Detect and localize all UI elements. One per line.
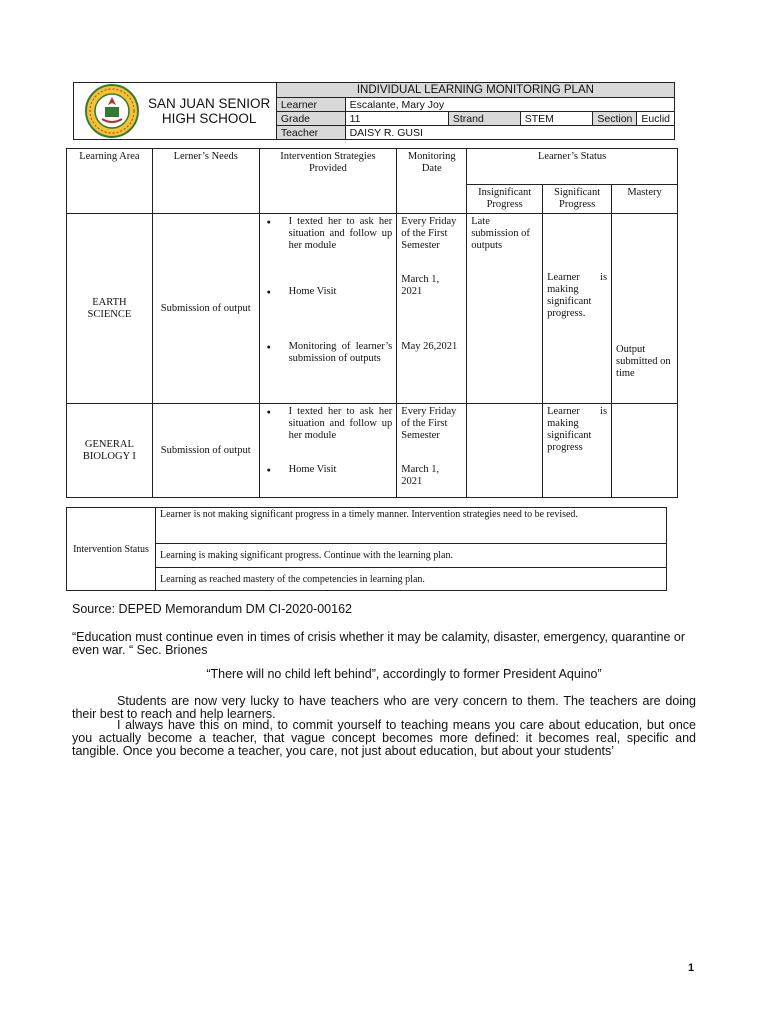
grade-value-text: 11 <box>349 112 361 125</box>
mastery-general-biology <box>612 404 678 498</box>
teacher-label: Teacher <box>276 126 345 140</box>
dates-earth-science <box>397 214 467 404</box>
significant-earth-science: Learner is making significant progress. <box>543 214 612 404</box>
header-table <box>73 82 675 140</box>
header-learning-area: Learning Area <box>67 149 153 214</box>
strand-value: STEM <box>520 112 593 125</box>
learner-value: Escalante, Mary Joy <box>345 98 674 112</box>
header-needs: Lerner’s Needs <box>152 149 259 214</box>
plan-title: INDIVIDUAL LEARNING MONITORING PLAN <box>276 83 674 98</box>
table-row-earth-science <box>67 214 678 404</box>
strategy-text: ● I texted her to ask her situation and follow up her module <box>264 406 393 442</box>
strategy-home-visit: ● Home Visit <box>264 286 393 298</box>
insignificant-earth-science: Late submission of outputs <box>467 214 543 404</box>
grade-label: Grade <box>276 112 345 126</box>
date-every-friday: Every Friday of the First Semester <box>401 216 457 251</box>
monitoring-table <box>66 148 678 498</box>
intervention-row-revise: Learner is not making significant progress in a timely manner. Intervention strategies need to be revised. <box>156 508 667 544</box>
strategies-earth-science <box>259 214 397 404</box>
intervention-status-label: Intervention Status <box>67 508 156 591</box>
page-number: 1 <box>688 962 695 974</box>
need-earth-science: Submission of output <box>152 214 259 404</box>
area-earth-science: EARTH SCIENCE <box>67 214 153 404</box>
header-strategies: Intervention Strategies Provided <box>259 149 397 214</box>
intervention-row-mastery: Learning as reached mastery of the competencies in learning plan. <box>156 568 667 591</box>
strategies-general-biology <box>259 404 397 498</box>
dates-general-biology <box>397 404 467 498</box>
grade-value <box>345 112 448 126</box>
quote-aquino: “There will no child left behind”, accordingly to former President Aquino” <box>206 667 602 681</box>
strategy-text: ● I texted her to ask her situation and follow up her module <box>264 216 393 252</box>
table-row-general-biology <box>67 404 678 498</box>
header-learner-status: Learner’s Status <box>467 149 678 185</box>
learner-label: Learner <box>276 98 345 112</box>
need-general-biology: Submission of output <box>152 404 259 498</box>
date-march-1: March 1, 2021 <box>401 274 440 297</box>
date-march-1: March 1, 2021 <box>401 464 440 487</box>
paragraph-teachers: Students are now very lucky to have teachers who are very concern to them. The teachers are doing their best to reach and help learners. <box>72 694 696 721</box>
date-every-friday: Every Friday of the First Semester <box>401 406 457 441</box>
date-may-26: May 26,2021 <box>401 341 458 352</box>
mastery-earth-science: Output submitted on time <box>612 214 678 404</box>
school-logo-icon <box>82 83 142 139</box>
header-mastery: Mastery <box>612 185 678 214</box>
header-significant: Significant Progress <box>543 185 612 214</box>
area-general-biology: GENERAL BIOLOGY I <box>67 404 153 498</box>
insignificant-general-biology <box>467 404 543 498</box>
strategy-monitoring: ● Monitoring of learner’s submission of outputs <box>264 341 393 365</box>
strategy-home-visit: ● Home Visit <box>264 464 393 476</box>
school-name-line1: SAN JUAN SENIOR <box>148 96 271 111</box>
strand-label: Strand <box>449 112 520 125</box>
section-label: Section <box>593 112 637 125</box>
strand-section-cell <box>448 112 637 126</box>
intervention-status-table <box>66 507 667 591</box>
teacher-value: DAISY R. GUSI <box>345 126 674 140</box>
school-name-line2: HIGH SCHOOL <box>161 111 257 126</box>
paragraph-commitment: I always have this on mind, to commit yourself to teaching means you care about education, but once you actually become a teacher, that vague concept becomes more defined: it becomes real, specific and tangible. Once you become a teacher, you care, not just about education, but about your students’ <box>72 718 696 758</box>
source-line: Source: DEPED Memorandum DM CI-2020-00162 <box>72 602 352 616</box>
section-value: Euclid <box>637 112 675 126</box>
significant-general-biology: Learner is making significant progress <box>543 404 612 498</box>
header-insignificant: Insignificant Progress <box>467 185 543 214</box>
quote-briones: “Education must continue even in times of crisis whether it may be calamity, disaster, emergency, quarantine or even war. “ Sec. Briones <box>72 630 686 657</box>
school-block <box>74 83 277 140</box>
header-monitoring-date: Monitoring Date <box>397 149 467 214</box>
school-name <box>148 96 270 126</box>
intervention-row-continue: Learning is making significant progress. Continue with the learning plan. <box>156 544 667 568</box>
